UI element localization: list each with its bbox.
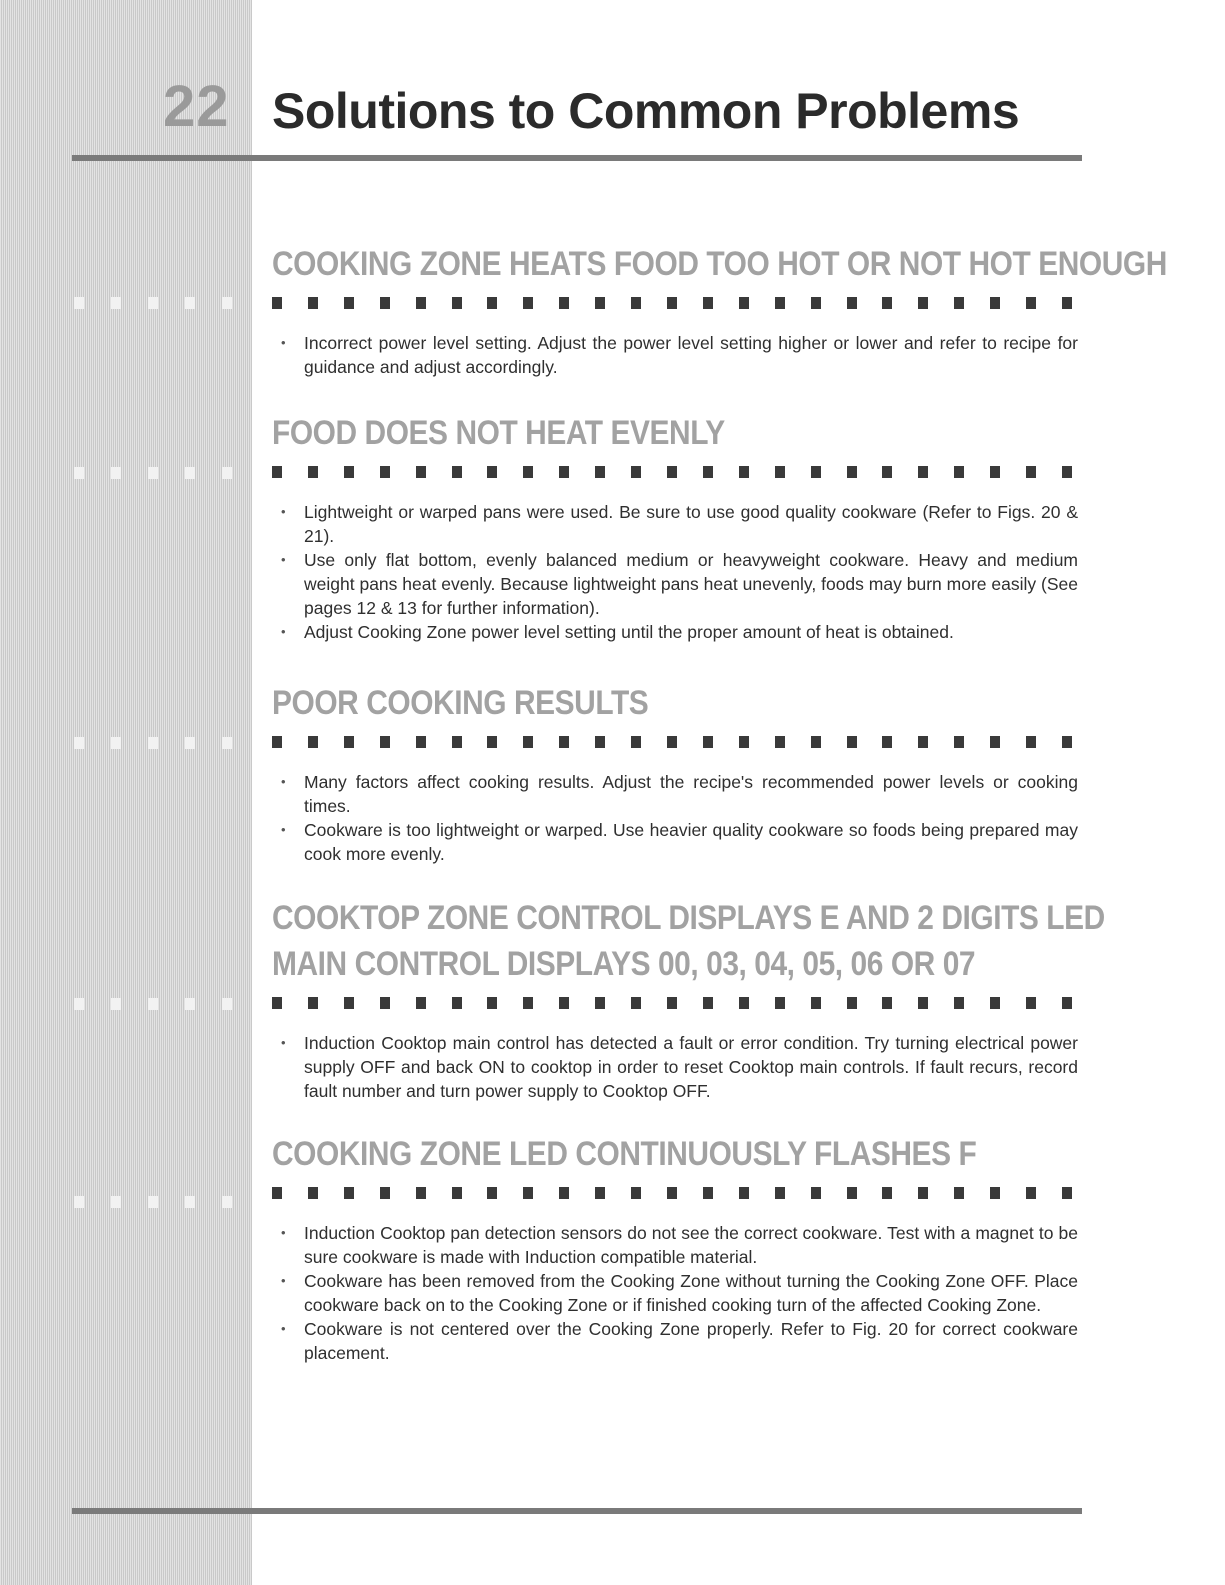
divider-square: [222, 467, 232, 479]
list-item: • Cookware is not centered over the Cooking Zone properly. Refer to Fig. 20 for correct cookware placement.: [304, 1317, 1082, 1365]
divider-square: [1026, 997, 1036, 1009]
divider-square: [1026, 466, 1036, 478]
divider-square: [775, 997, 785, 1009]
divider-square: [487, 466, 497, 478]
divider-square: [487, 736, 497, 748]
divider-square: [416, 736, 426, 748]
divider-square: [308, 466, 318, 478]
divider-square: [667, 297, 677, 309]
divider-square: [882, 466, 892, 478]
divider-square: [416, 466, 426, 478]
divider-square: [739, 1187, 749, 1199]
divider-square: [990, 997, 1000, 1009]
divider-square: [111, 998, 121, 1010]
divider-square: [811, 297, 821, 309]
divider-square: [416, 1187, 426, 1199]
divider-square: [111, 467, 121, 479]
list-item: • Use only flat bottom, evenly balanced medium or heavyweight cookware. Heavy and medium weight pans heat evenly. Because lightweight pans heat unevenly, foods may burn more easily (See pages 12 & 13 for further information).: [304, 548, 1082, 620]
divider-square: [631, 297, 641, 309]
divider-square: [74, 737, 84, 749]
divider-square: [918, 466, 928, 478]
divider-square: [1062, 1187, 1072, 1199]
side-dot-divider: [74, 297, 234, 309]
divider-square: [1062, 997, 1072, 1009]
item-list: [272, 770, 1082, 866]
divider-square: [308, 297, 318, 309]
divider-square: [148, 467, 158, 479]
heading-line: COOKTOP ZONE CONTROL DISPLAYS E AND 2 DIGITS LED: [272, 899, 1105, 937]
divider-square: [148, 998, 158, 1010]
divider-square: [308, 1187, 318, 1199]
divider-square: [847, 297, 857, 309]
divider-square: [74, 998, 84, 1010]
divider-square: [523, 997, 533, 1009]
side-dot-divider: [74, 737, 234, 749]
list-item: • Adjust Cooking Zone power level setting until the proper amount of heat is obtained.: [304, 620, 1082, 644]
section-poor-results: [272, 680, 1082, 866]
divider-square: [667, 736, 677, 748]
divider-square: [344, 736, 354, 748]
divider-square: [1062, 466, 1072, 478]
top-rule: [72, 155, 1082, 161]
divider-square: [703, 1187, 713, 1199]
divider-square: [882, 1187, 892, 1199]
divider-square: [380, 297, 390, 309]
section-heading: [272, 680, 985, 726]
divider-square: [222, 1196, 232, 1208]
divider-square: [775, 466, 785, 478]
list-item: • Cookware is too lightweight or warped. Use heavier quality cookware so foods being prepared may cook more evenly.: [304, 818, 1082, 866]
divider-square: [631, 466, 641, 478]
divider-square: [559, 297, 569, 309]
divider-square: [775, 1187, 785, 1199]
section-heading: [272, 410, 985, 456]
divider-square: [452, 736, 462, 748]
divider-square: [775, 736, 785, 748]
divider-square: [523, 466, 533, 478]
heading-line: MAIN CONTROL DISPLAYS 00, 03, 04, 05, 06 OR 07: [272, 945, 976, 983]
divider-square: [559, 466, 569, 478]
divider-square: [990, 466, 1000, 478]
divider-square: [918, 1187, 928, 1199]
dot-divider: [272, 1187, 1082, 1199]
divider-square: [452, 997, 462, 1009]
dot-divider: [272, 466, 1082, 478]
page-title: Solutions to Common Problems: [272, 83, 1020, 139]
list-item: • Lightweight or warped pans were used. Be sure to use good quality cookware (Refer to Figs. 20 & 21).: [304, 500, 1082, 548]
divider-square: [954, 297, 964, 309]
side-dot-divider: [74, 467, 234, 479]
section-error-codes: [272, 895, 1105, 1103]
item-list: [272, 500, 1082, 644]
divider-square: [452, 1187, 462, 1199]
divider-square: [703, 466, 713, 478]
heading-line: POOR COOKING RESULTS: [272, 684, 649, 722]
list-item: • Cookware has been removed from the Cooking Zone without turning the Cooking Zone OFF. Place cookware back on to the Cooking Zone or if finished cooking turn of the affected Cooking Zone.: [304, 1269, 1082, 1317]
divider-square: [380, 997, 390, 1009]
divider-square: [847, 466, 857, 478]
heading-line: FOOD DOES NOT HEAT EVENLY: [272, 414, 725, 452]
divider-square: [667, 997, 677, 1009]
divider-square: [595, 736, 605, 748]
heading-line: COOKING ZONE HEATS FOOD TOO HOT OR NOT HOT ENOUGH: [272, 245, 1167, 283]
divider-square: [954, 466, 964, 478]
divider-square: [559, 1187, 569, 1199]
divider-square: [631, 1187, 641, 1199]
divider-square: [487, 1187, 497, 1199]
divider-square: [595, 466, 605, 478]
divider-square: [380, 1187, 390, 1199]
divider-square: [272, 297, 282, 309]
divider-square: [847, 1187, 857, 1199]
divider-square: [559, 997, 569, 1009]
divider-square: [1062, 297, 1072, 309]
divider-square: [595, 1187, 605, 1199]
section-flashes-f: [272, 1131, 1082, 1365]
divider-square: [185, 297, 195, 309]
section-uneven-heat: [272, 410, 1082, 644]
list-item: • Many factors affect cooking results. Adjust the recipe's recommended power levels or cooking times.: [304, 770, 1082, 818]
section-heading: [272, 1131, 985, 1177]
divider-square: [1026, 1187, 1036, 1199]
divider-square: [811, 997, 821, 1009]
item-list: [272, 1031, 1082, 1103]
divider-square: [111, 297, 121, 309]
divider-square: [739, 736, 749, 748]
divider-square: [148, 737, 158, 749]
divider-square: [111, 1196, 121, 1208]
side-dot-divider: [74, 1196, 234, 1208]
divider-square: [811, 466, 821, 478]
divider-square: [416, 297, 426, 309]
divider-square: [487, 297, 497, 309]
divider-square: [739, 466, 749, 478]
section-heading: [272, 241, 1167, 287]
divider-square: [74, 1196, 84, 1208]
divider-square: [308, 997, 318, 1009]
list-item: • Induction Cooktop main control has detected a fault or error condition. Try turning electrical power supply OFF and back ON to cooktop in order to reset Cooktop main controls. If fault recurs, record fault number and turn power supply to Cooktop OFF.: [304, 1031, 1082, 1103]
divider-square: [559, 736, 569, 748]
divider-square: [185, 467, 195, 479]
divider-square: [380, 736, 390, 748]
section-too-hot: [272, 241, 1167, 379]
divider-square: [811, 736, 821, 748]
divider-square: [954, 1187, 964, 1199]
divider-square: [703, 297, 713, 309]
dot-divider: [272, 297, 1082, 309]
divider-square: [882, 736, 892, 748]
dot-divider: [272, 997, 1082, 1009]
divider-square: [222, 737, 232, 749]
divider-square: [74, 467, 84, 479]
divider-square: [344, 297, 354, 309]
divider-square: [344, 1187, 354, 1199]
divider-square: [703, 736, 713, 748]
divider-square: [918, 997, 928, 1009]
divider-square: [1026, 736, 1036, 748]
divider-square: [185, 737, 195, 749]
list-item: • Induction Cooktop pan detection sensors do not see the correct cookware. Test with a magnet to be sure cookware is made with Induction compatible material.: [304, 1221, 1082, 1269]
divider-square: [918, 297, 928, 309]
divider-square: [111, 737, 121, 749]
divider-square: [185, 998, 195, 1010]
divider-square: [595, 997, 605, 1009]
divider-square: [523, 1187, 533, 1199]
divider-square: [703, 997, 713, 1009]
divider-square: [631, 736, 641, 748]
divider-square: [667, 466, 677, 478]
divider-square: [811, 1187, 821, 1199]
sidebar-band: [0, 0, 252, 1585]
divider-square: [148, 297, 158, 309]
divider-square: [452, 466, 462, 478]
divider-square: [272, 1187, 282, 1199]
divider-square: [380, 466, 390, 478]
divider-square: [990, 1187, 1000, 1199]
side-dot-divider: [74, 998, 234, 1010]
divider-square: [775, 297, 785, 309]
divider-square: [272, 997, 282, 1009]
list-item: • Incorrect power level setting. Adjust the power level setting higher or lower and refer to recipe for guidance and adjust accordingly.: [304, 331, 1082, 379]
divider-square: [74, 297, 84, 309]
divider-square: [595, 297, 605, 309]
page-number: 22: [163, 74, 230, 139]
divider-square: [272, 466, 282, 478]
divider-square: [990, 736, 1000, 748]
divider-square: [631, 997, 641, 1009]
divider-square: [954, 997, 964, 1009]
divider-square: [667, 1187, 677, 1199]
divider-square: [918, 736, 928, 748]
section-heading: [272, 895, 1105, 987]
divider-square: [1026, 297, 1036, 309]
divider-square: [990, 297, 1000, 309]
divider-square: [487, 997, 497, 1009]
divider-square: [344, 466, 354, 478]
divider-square: [954, 736, 964, 748]
divider-square: [847, 736, 857, 748]
divider-square: [344, 997, 354, 1009]
dot-divider: [272, 736, 1082, 748]
divider-square: [523, 297, 533, 309]
divider-square: [452, 297, 462, 309]
divider-square: [222, 998, 232, 1010]
divider-square: [882, 297, 892, 309]
item-list: [272, 331, 1082, 379]
divider-square: [272, 736, 282, 748]
divider-square: [148, 1196, 158, 1208]
divider-square: [416, 997, 426, 1009]
divider-square: [1062, 736, 1072, 748]
divider-square: [739, 997, 749, 1009]
divider-square: [308, 736, 318, 748]
divider-square: [222, 297, 232, 309]
divider-square: [739, 297, 749, 309]
divider-square: [185, 1196, 195, 1208]
divider-square: [882, 997, 892, 1009]
heading-line: COOKING ZONE LED CONTINUOUSLY FLASHES F: [272, 1135, 977, 1173]
item-list: [272, 1221, 1082, 1365]
divider-square: [523, 736, 533, 748]
divider-square: [847, 997, 857, 1009]
bottom-rule: [72, 1508, 1082, 1514]
